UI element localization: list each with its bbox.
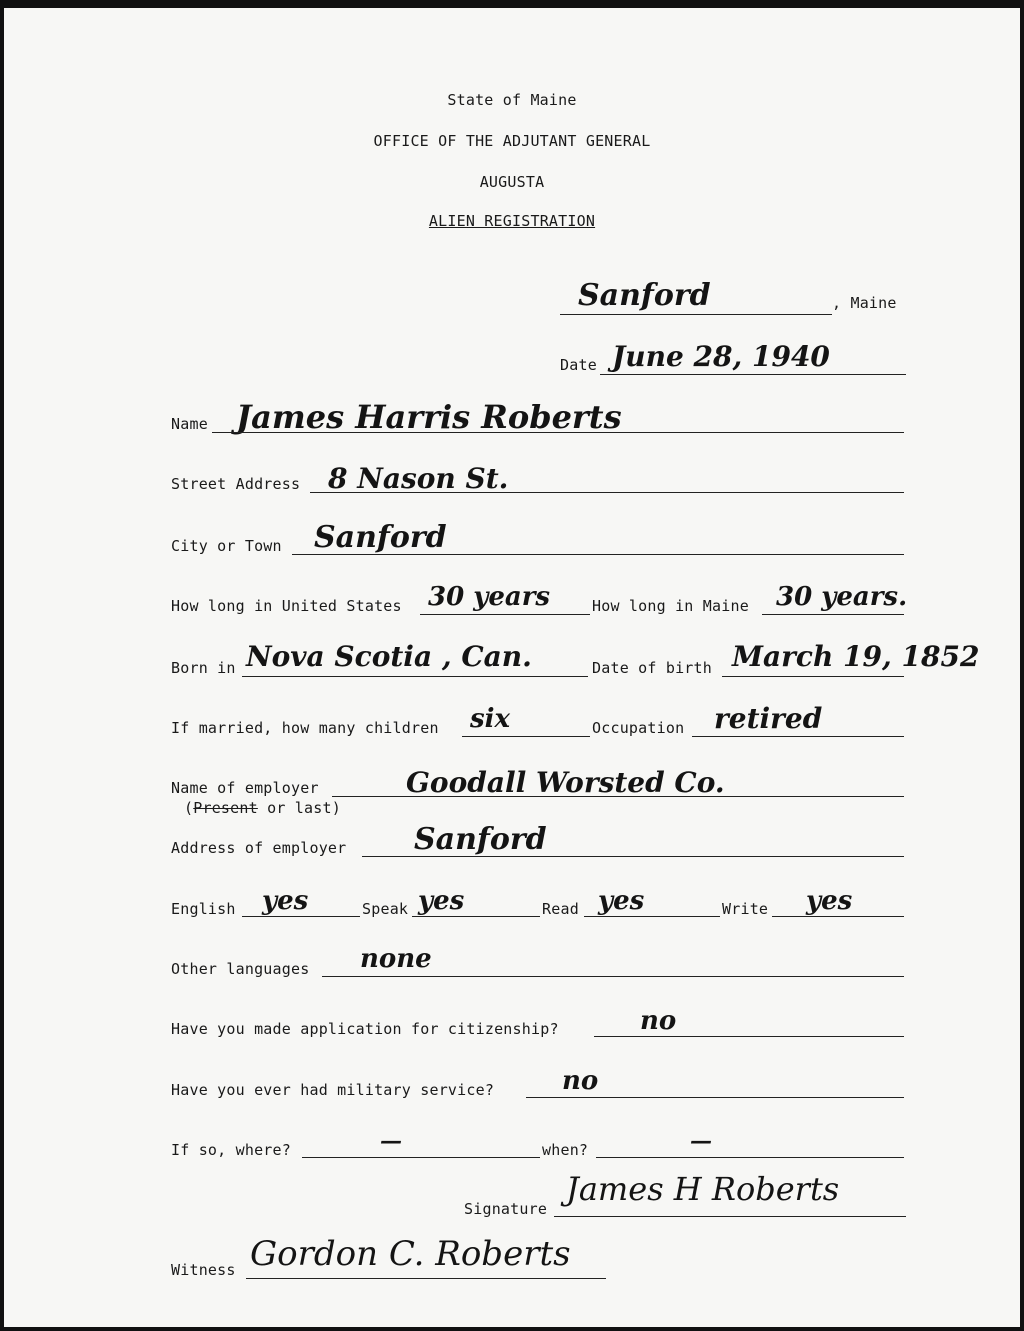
name-value: James Harris Roberts	[236, 398, 622, 436]
date-label: Date	[560, 356, 597, 374]
children-value: six	[470, 704, 511, 734]
maine-years-line	[762, 614, 904, 615]
where-line	[302, 1157, 540, 1158]
occupation-line	[692, 736, 904, 737]
signature-label: Signature	[464, 1200, 548, 1218]
dob-value: March 19, 1852	[732, 640, 980, 673]
employer-label: Name of employer	[171, 779, 319, 797]
signature-line	[554, 1216, 906, 1217]
employer-value: Goodall Worsted Co.	[406, 766, 725, 799]
header-office: OFFICE OF THE ADJUTANT GENERAL	[373, 132, 651, 150]
citizenship-label: Have you made application for citizenship?	[171, 1020, 559, 1038]
when-label: when?	[542, 1141, 589, 1159]
when-value: —	[690, 1128, 712, 1154]
occupation-label: Occupation	[592, 719, 685, 737]
place-value: Sanford	[578, 278, 711, 313]
street-label: Street Address	[171, 475, 301, 493]
employer-line	[332, 796, 904, 797]
signature-value: James H Roberts	[566, 1170, 840, 1208]
speak-line	[412, 916, 540, 917]
employer-sub-rest: or last)	[257, 799, 341, 817]
scan-border-right	[1020, 0, 1024, 1331]
english-value: yes	[262, 886, 309, 916]
scan-border-bottom	[0, 1327, 1024, 1331]
read-line	[584, 916, 720, 917]
born-value: Nova Scotia , Can.	[246, 640, 532, 673]
employer-address-value: Sanford	[414, 822, 547, 857]
english-line	[242, 916, 360, 917]
scan-border-top	[0, 0, 1024, 8]
date-value: June 28, 1940	[612, 340, 830, 373]
city-line	[292, 554, 904, 555]
dob-line	[722, 676, 904, 677]
read-label: Read	[542, 900, 579, 918]
when-line	[596, 1157, 904, 1158]
form-title: ALIEN REGISTRATION	[428, 212, 596, 230]
military-value: no	[562, 1066, 599, 1096]
place-line	[560, 314, 832, 315]
military-line	[526, 1097, 904, 1098]
write-line	[772, 916, 904, 917]
military-label: Have you ever had military service?	[171, 1081, 495, 1099]
speak-value: yes	[418, 886, 465, 916]
employer-sub-open: (	[184, 799, 194, 817]
date-line	[600, 374, 906, 375]
city-label: City or Town	[171, 537, 282, 555]
other-languages-label: Other languages	[171, 960, 310, 978]
witness-label: Witness	[171, 1261, 236, 1279]
us-years-label: How long in United States	[171, 597, 402, 615]
name-line	[212, 432, 904, 433]
maine-years-value: 30 years.	[776, 582, 908, 612]
employer-address-line	[362, 856, 904, 857]
speak-label: Speak	[362, 900, 409, 918]
witness-value: Gordon C. Roberts	[250, 1234, 571, 1274]
children-label: If married, how many children	[171, 719, 439, 737]
name-label: Name	[171, 415, 208, 433]
citizenship-line	[594, 1036, 904, 1037]
header-state: State of Maine	[447, 91, 577, 109]
born-label: Born in	[171, 659, 236, 677]
scan-border-left	[0, 0, 4, 1331]
write-label: Write	[722, 900, 769, 918]
place-suffix: , Maine	[832, 294, 897, 312]
street-value: 8 Nason St.	[328, 462, 509, 495]
employer-sub-struck: Present	[193, 799, 258, 817]
maine-years-label: How long in Maine	[592, 597, 749, 615]
witness-line	[246, 1278, 606, 1279]
write-value: yes	[806, 886, 853, 916]
other-languages-value: none	[360, 944, 432, 974]
street-line	[310, 492, 904, 493]
dob-label: Date of birth	[592, 659, 712, 677]
occupation-value: retired	[714, 702, 823, 735]
english-label: English	[171, 900, 236, 918]
city-value: Sanford	[314, 520, 447, 555]
header-city: AUGUSTA	[479, 173, 545, 191]
read-value: yes	[598, 886, 645, 916]
us-years-line	[420, 614, 590, 615]
children-line	[462, 736, 590, 737]
employer-address-label: Address of employer	[171, 839, 347, 857]
us-years-value: 30 years	[428, 582, 551, 612]
born-line	[242, 676, 588, 677]
where-value: —	[380, 1128, 402, 1154]
citizenship-value: no	[640, 1006, 677, 1036]
other-languages-line	[322, 976, 904, 977]
employer-sublabel	[184, 799, 341, 817]
where-label: If so, where?	[171, 1141, 291, 1159]
